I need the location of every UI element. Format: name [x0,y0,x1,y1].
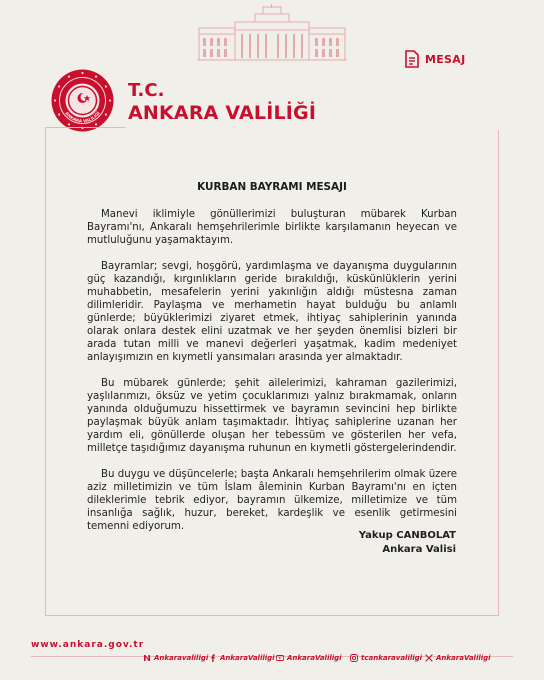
paragraph: Bayramlar; sevgi, hoşgörü, yardımlaşma ve dayanışma duygularının güç kazandığı, kırgınlıkların geride bırakıldığı, küskünlüklerin yerini muhabbetin, mesafelerin yerini yakınlığın aldığı müstesna zaman dilimleridir. Paylaşma ve merhametin hayat bulduğu bu anlamlı günlerde; büyüklerimizi ziyaret etmek, ihtiyaç sahiplerinin yanında olarak onlara destek elini uzatmak ve her şeyden önemlisi bizleri bir arada tutan milli ve manevi değerleri yaşatmak, kadim medeniyet anlayışımızın en kıymetli yansımaları arasında yer almaktadır. [87,261,457,363]
document-body [87,208,457,546]
governorship-seal-icon [50,68,115,133]
seal-text: ANKARA VALİLİĞİ [64,110,101,124]
organization-prefix: T.C. [128,80,165,101]
social-label: Ankaravaliligi [154,654,209,662]
social-label: tcankaravaliligi [361,654,423,662]
paragraph: Manevi iklimiyle gönüllerimizi buluşturan mübarek Kurban Bayramı'nı, Ankaralı hemşehrilerimle birlikte karşılamanın heyecan ve mutluluğunu yaşamaktayım. [87,209,457,246]
x-icon [425,654,433,662]
organization-title [128,82,316,123]
document-icon [405,50,419,68]
signature-title: Ankara Valisi [382,544,456,555]
footer [0,630,544,670]
signature-name: Yakup CANBOLAT [358,530,456,541]
instagram-icon [350,654,358,662]
social-label: AnkaraValiligi [220,654,275,662]
social-link-facebook[interactable] [209,654,275,662]
organization-name: ANKARA VALİLİĞİ [128,102,317,124]
signature-block [340,529,456,557]
youtube-icon [276,654,284,662]
social-link-youtube-n[interactable] [143,654,208,662]
paragraph: Bu mübarek günlerde; şehit ailelerimizi, kahraman gazilerimizi, yaşlılarımızı, öksüz ve yetim çocuklarımızı yalnız bırakmamak, onların yanında olduğumuzu hissettirmek ve bayramın sevincini hep birlikte paylaşmak büyük anlam taşımaktadır. İhtiyaç sahiplerine uzanan her yardım eli, gönüllerde oluşan her tebessüm ve gösterilen her vefa, milletçe taşıdığımız dayanışma ruhunun en kıymetli göstergelerindendir. [87,378,457,454]
message-tag-label: MESAJ [425,52,466,66]
government-building-icon [197,4,347,62]
paragraph: Bu duygu ve düşüncelerle; başta Ankaralı hemşehrilerim olmak üzere aziz milletimizin ve tüm İslam âleminin Kurban Bayramı'nı en içten dileklerimle tebrik ediyor, bayramın ülkemize, milletimize ve tüm insanlığa sağlık, huzur, bereket, kardeşlik ve esenlik getirmesini temenni ediyorum. [87,469,457,532]
document-title: KURBAN BAYRAMI MESAJI [197,181,347,193]
frame-gap [125,124,510,130]
social-link-instagram[interactable] [350,654,422,662]
social-label: AnkaraValiligi [287,654,342,662]
facebook-icon [209,654,217,662]
social-link-youtube[interactable] [276,654,342,662]
social-label: AnkaraValiligi [436,654,491,662]
message-tag [405,50,466,68]
social-link-x[interactable] [425,654,491,662]
youtube-n-icon [143,654,151,662]
website-link[interactable]: www.ankara.gov.tr [31,640,145,650]
